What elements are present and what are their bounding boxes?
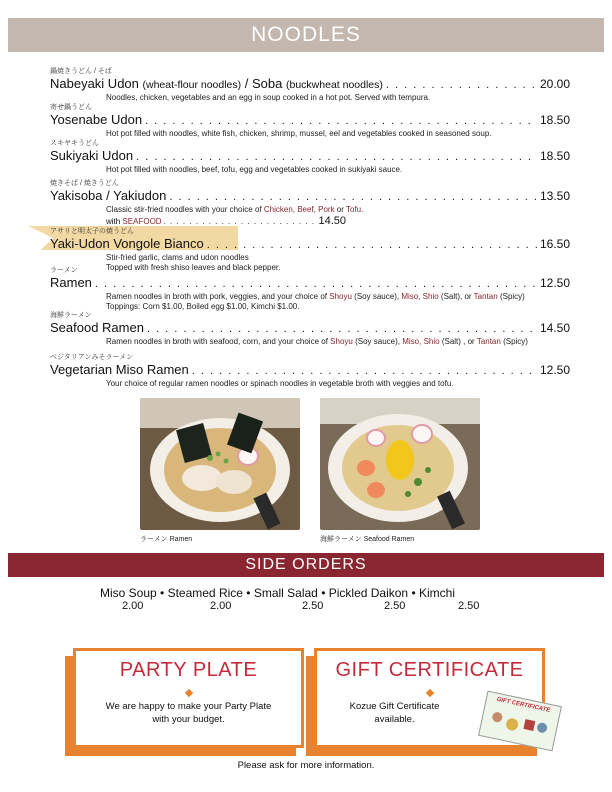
- party-plate-text-2: with your budget.: [152, 714, 225, 725]
- item-price: 20.00: [539, 77, 570, 91]
- side-price: 2.00: [210, 600, 232, 612]
- gift-card-label: GIFT CERTIFICATE: [496, 696, 551, 714]
- seafood-ramen-photo: [320, 398, 480, 530]
- menu-item-sukiyaki: [50, 140, 570, 175]
- menu-item-yosenabe: [50, 104, 570, 139]
- leader-dots: [169, 190, 537, 205]
- side-miso-soup: Miso Soup: [100, 586, 157, 600]
- item-description-1: Stir-fried garlic, clams and udon noodles: [106, 253, 249, 262]
- footer-note: Please ask for more information.: [237, 760, 375, 771]
- item-jp-name: 鍋焼きうどん / そば: [50, 68, 112, 75]
- noodles-title: NOODLES: [251, 23, 361, 46]
- side-orders-title: SIDE ORDERS: [245, 556, 367, 573]
- item-jp-name: 海鮮ラーメン: [50, 312, 92, 319]
- item-name: Yosenabe Udon: [50, 112, 143, 127]
- leader-dots: [386, 78, 537, 93]
- item-jp-name: ラーメン: [50, 267, 78, 274]
- seafood-ramen-caption: 海鮮ラーメン Seafood Ramen: [320, 536, 415, 543]
- item-jp-name: スキヤキうどん: [50, 140, 99, 147]
- item-description: Noodles, chicken, vegetables and an egg in soup cooked in a hot pot. Served with tempura.: [106, 93, 431, 102]
- side-names: Miso Soup • Steamed Rice • Small Salad • Pickled Daikon • Kimchi: [100, 586, 455, 600]
- item-description: Ramen noodles in broth with seafood, corn, and your choice of Shoyu (Soy sauce), Miso, Shio (Salt) , or Tantan (Spicy): [106, 337, 528, 346]
- menu-item-veg-miso-ramen: [50, 354, 570, 389]
- side-kimchi: Kimchi: [418, 586, 455, 600]
- leader-dots: [164, 217, 317, 226]
- gift-certificate-text-2: available.: [374, 714, 415, 725]
- noodles-banner: [8, 18, 604, 52]
- side-prices: [100, 600, 520, 614]
- item-jp-name: ベジタリアンみそラーメン: [50, 354, 134, 361]
- item-toppings: Toppings: Corn $1.00, Boiled egg $1.00, Kimchi $1.00.: [106, 302, 300, 311]
- leader-dots: [192, 364, 537, 379]
- side-price: 2.00: [122, 600, 144, 612]
- side-price: 2.50: [384, 600, 406, 612]
- item-description: Hot pot filled with noodles, beef, tofu, egg and vegetables cooked in sukiyaki sauce.: [106, 165, 403, 174]
- menu-item-ramen: [50, 267, 570, 312]
- leader-dots: [147, 322, 537, 337]
- item-description: Hot pot filled with noodles, white fish, chicken, shrimp, mussel, eel and vegetables cooked in seasoned soup.: [106, 129, 492, 138]
- item-price: 18.50: [539, 149, 570, 163]
- item-name: Nabeyaki Udon (wheat-flour noodles) / Soba (buckwheat noodles): [50, 76, 383, 91]
- party-plate-text-1: We are happy to make your Party Plate: [105, 701, 272, 712]
- side-small-salad: Small Salad: [253, 586, 318, 600]
- menu-item-seafood-ramen: [50, 312, 570, 347]
- leader-dots: [145, 114, 537, 129]
- item-name: Vegetarian Miso Ramen: [50, 362, 189, 377]
- leader-dots: [95, 277, 537, 292]
- item-name: Sukiyaki Udon: [50, 148, 134, 163]
- divider-dots: [12, 626, 600, 632]
- party-plate-box: [73, 648, 304, 748]
- menu-item-yakisoba: [50, 180, 570, 227]
- item-price: 12.50: [539, 276, 570, 290]
- ramen-caption: ラーメン Ramen: [140, 536, 193, 543]
- item-description: Ramen noodles in broth with pork, veggies, and your choice of Shoyu (Soy sauce), Miso, Shio (Salt), or Tantan (Spicy): [106, 292, 525, 301]
- item-jp-name: 焼きそば / 焼きうどん: [50, 180, 119, 187]
- seafood-price: 14.50: [318, 215, 346, 227]
- gift-certificate-text-1: Kozue Gift Certificate: [349, 701, 440, 712]
- party-plate-title: PARTY PLATE: [119, 659, 258, 681]
- item-price: 13.50: [539, 189, 570, 203]
- menu-item-nabeyaki: [50, 68, 570, 103]
- diamond-icon: [425, 689, 433, 697]
- side-pickled-daikon: Pickled Daikon: [328, 586, 409, 600]
- item-price: 12.50: [539, 363, 570, 377]
- leader-dots: [207, 238, 537, 253]
- item-description: Classic stir-fried noodles with your choice of Chicken, Beef, Pork or Tofu.: [106, 205, 364, 214]
- gift-certificate-title: GIFT CERTIFICATE: [335, 659, 524, 681]
- side-steamed-rice: Steamed Rice: [167, 586, 243, 600]
- leader-dots: [136, 150, 537, 165]
- item-price: 16.50: [539, 237, 570, 251]
- side-price: 2.50: [302, 600, 324, 612]
- item-description: Your choice of regular ramen noodles or spinach noodles in vegetable broth with veggies and tofu.: [106, 379, 454, 388]
- item-price: 18.50: [539, 113, 570, 127]
- seafood-option: with SEAFOOD . . . 14.50: [106, 215, 346, 227]
- item-name: Yakisoba / Yakiudon: [50, 188, 167, 203]
- item-jp-name: 寄せ鍋うどん: [50, 104, 92, 111]
- item-description-2: Topped with fresh shiso leaves and black pepper.: [106, 263, 281, 272]
- diamond-icon: [184, 689, 192, 697]
- item-jp-name: アサリと明太子の焼うどん: [50, 228, 134, 235]
- item-name: Seafood Ramen: [50, 320, 144, 335]
- side-orders-list: [100, 586, 520, 614]
- item-name: Yaki-Udon Vongole Bianco: [50, 236, 204, 251]
- item-price: 14.50: [539, 321, 570, 335]
- item-name: Ramen: [50, 275, 92, 290]
- side-orders-banner: [8, 553, 604, 577]
- ramen-photo: [140, 398, 300, 530]
- side-price: 2.50: [458, 600, 480, 612]
